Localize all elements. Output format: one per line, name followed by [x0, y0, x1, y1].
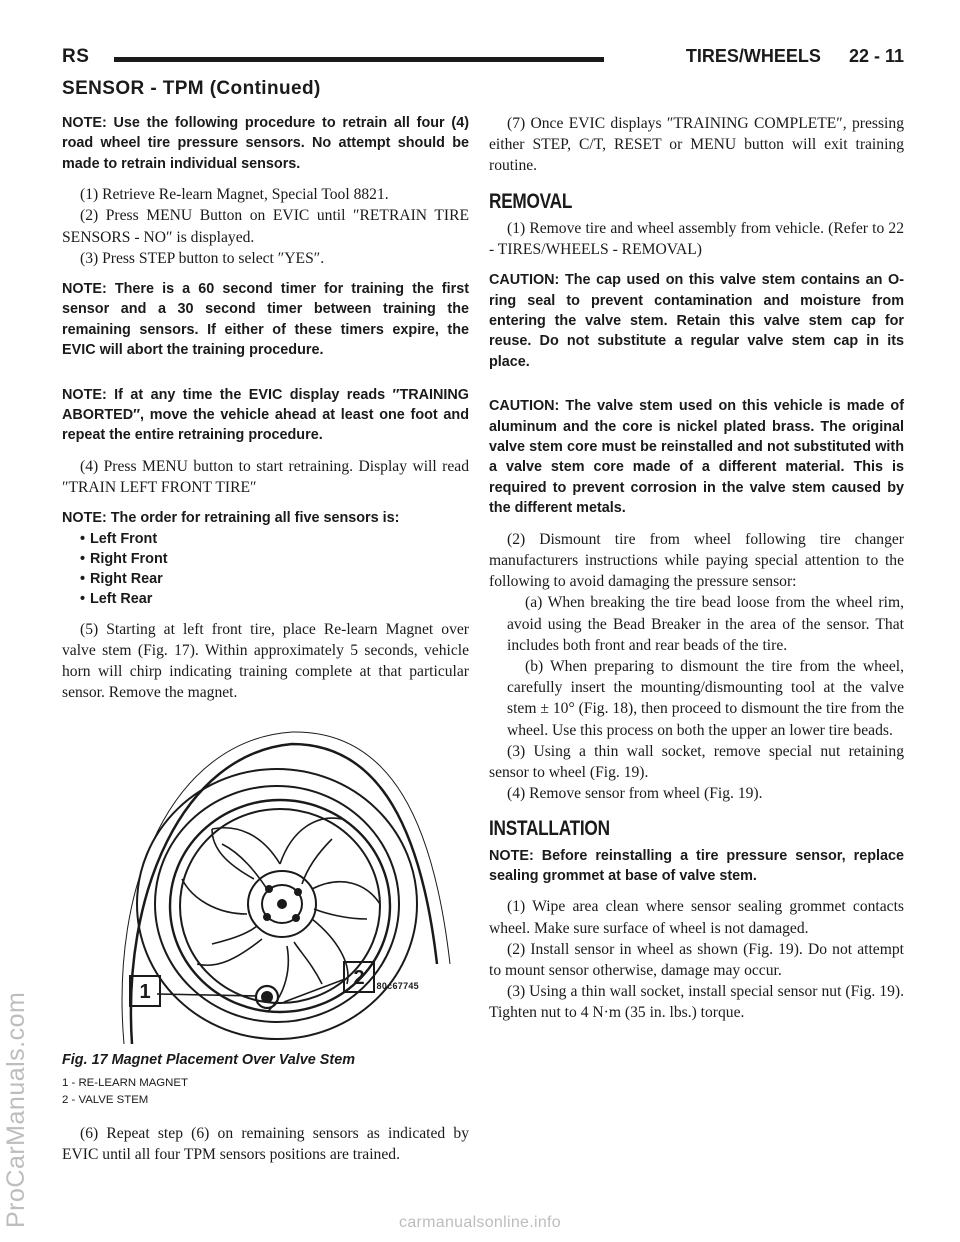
installation-heading: INSTALLATION — [489, 817, 610, 841]
header-model-code: RS — [62, 46, 90, 67]
install-step-1: (1) Wipe area clean where sensor sealing grommet contacts wheel. Make sure surface of wheel is not damaged. — [489, 898, 904, 937]
figure-caption: Fig. 17 Magnet Placement Over Valve Stem — [62, 1051, 355, 1068]
caution-valve-cap: CAUTION: The cap used on this valve stem contains an O-ring seal to prevent contamination and moisture from entering the valve stem. Retain this valve stem cap for reuse. Do not substitute a regular valve stem cap in its place. — [489, 272, 904, 370]
step-6: (6) Repeat step (6) on remaining sensors as indicated by EVIC until all four TPM sensors positions are trained. — [62, 1124, 469, 1163]
list-item: • Left Rear — [80, 589, 469, 609]
install-step-3: (3) Using a thin wall socket, install special sensor nut (Fig. 19). Tighten nut to 4 N·m (35 in. lbs.) torque. — [489, 983, 904, 1022]
side-watermark: ProCarManuals.com — [2, 991, 30, 1228]
header-page-number: 22 - 11 — [848, 46, 904, 66]
footer-watermark: carmanualsonline.info — [399, 1214, 561, 1231]
note-grommet: NOTE: Before reinstalling a tire pressure sensor, replace sealing grommet at base of valve stem. — [489, 847, 904, 884]
removal-step-2b: (b) When preparing to dismount the tire from the wheel, carefully insert the mounting/dismounting tool at the valve stem ± 10° (Fig. 18), then proceed to dismount the tire from the wheel. Use this process on both the upper an lower tire beads. — [507, 657, 904, 739]
list-item: • Left Front — [80, 529, 469, 549]
header-rule — [114, 57, 604, 62]
step-1: (1) Retrieve Re-learn Magnet, Special Tool 8821. — [80, 186, 389, 204]
list-item: • Right Rear — [80, 569, 469, 589]
legend-item: 1 - RE-LEARN MAGNET — [62, 1076, 188, 1089]
right-column — [489, 113, 904, 1024]
header-section-title: TIRES/WHEELS — [685, 46, 821, 66]
step-3: (3) Press STEP button to select ″YES″. — [80, 249, 325, 267]
figure-17 — [62, 714, 469, 1044]
caution-valve-core: CAUTION: The valve stem used on this vehicle is made of aluminum and the core is nickel plated brass. The original valve stem core must be reinstalled and not substituted with a valve stem core made of a different material. This is required to prevent corrosion in the valve stem caused by the different metals. — [489, 398, 904, 517]
figure-legend — [62, 1075, 469, 1109]
removal-step-1: (1) Remove tire and wheel assembly from vehicle. (Refer to 22 - TIRES/WHEELS - REMOVAL) — [489, 219, 904, 259]
removal-step-4: (4) Remove sensor from wheel (Fig. 19). — [507, 785, 763, 803]
removal-step-2a: (a) When breaking the tire bead loose from the wheel rim, avoid using the Bead Breaker in the area of the sensor. That includes both front and rear beads of the tire. — [507, 594, 904, 654]
callout-2: 2 — [353, 966, 365, 989]
note-timer: NOTE: There is a 60 second timer for training the first sensor and a 30 second timer between training the remaining sensors. If either of these timers expire, the EVIC will abort the training procedure. — [62, 281, 469, 359]
header-title-group — [686, 46, 904, 67]
section-title: SENSOR - TPM (Continued) — [62, 78, 321, 99]
note-training-aborted: NOTE: If at any time the EVIC display reads ″TRAINING ABORTED″, move the vehicle ahead at least one foot and repeat the entire retraining procedure. — [62, 386, 469, 444]
removal-step-3: (3) Using a thin wall socket, remove special nut retaining sensor to wheel (Fig. 19). — [489, 742, 904, 781]
page-header — [62, 46, 904, 72]
sensor-order-list — [62, 529, 469, 609]
install-step-2: (2) Install sensor in wheel as shown (Fig. 19). Do not attempt to mount sensor otherwise, damage may occur. — [489, 940, 904, 979]
step-7: (7) Once EVIC displays ″TRAINING COMPLETE″, pressing either STEP, C/T, RESET or MENU button will exit training routine. — [489, 115, 904, 175]
list-item: • Right Front — [80, 549, 469, 569]
removal-step-2: (2) Dismount tire from wheel following tire changer manufacturers instructions while paying special attention to the following to avoid damaging the pressure sensor: — [489, 530, 904, 591]
step-4: (4) Press MENU button to start retraining. Display will read ″TRAIN LEFT FRONT TIRE″ — [62, 457, 469, 497]
note-order: NOTE: The order for retraining all five sensors is: — [62, 510, 400, 527]
figure-id: 80c67745 — [376, 980, 419, 991]
removal-heading: REMOVAL — [489, 189, 573, 213]
note-retrain-all: NOTE: Use the following procedure to retrain all four (4) road wheel tire pressure sensors. No attempt should be made to retrain individual sensors. — [62, 115, 469, 172]
step-5: (5) Starting at left front tire, place Re-learn Magnet over valve stem (Fig. 17). Within approximately 5 seconds, vehicle horn will chirp indicating training complete at that particular sensor. Remove the magnet. — [62, 620, 469, 702]
callout-1: 1 — [139, 980, 151, 1003]
left-column — [62, 113, 469, 1165]
legend-item: 2 - VALVE STEM — [62, 1093, 149, 1106]
step-2: (2) Press MENU Button on EVIC until ″RETRAIN TIRE SENSORS - NO″ is displayed. — [62, 207, 469, 246]
